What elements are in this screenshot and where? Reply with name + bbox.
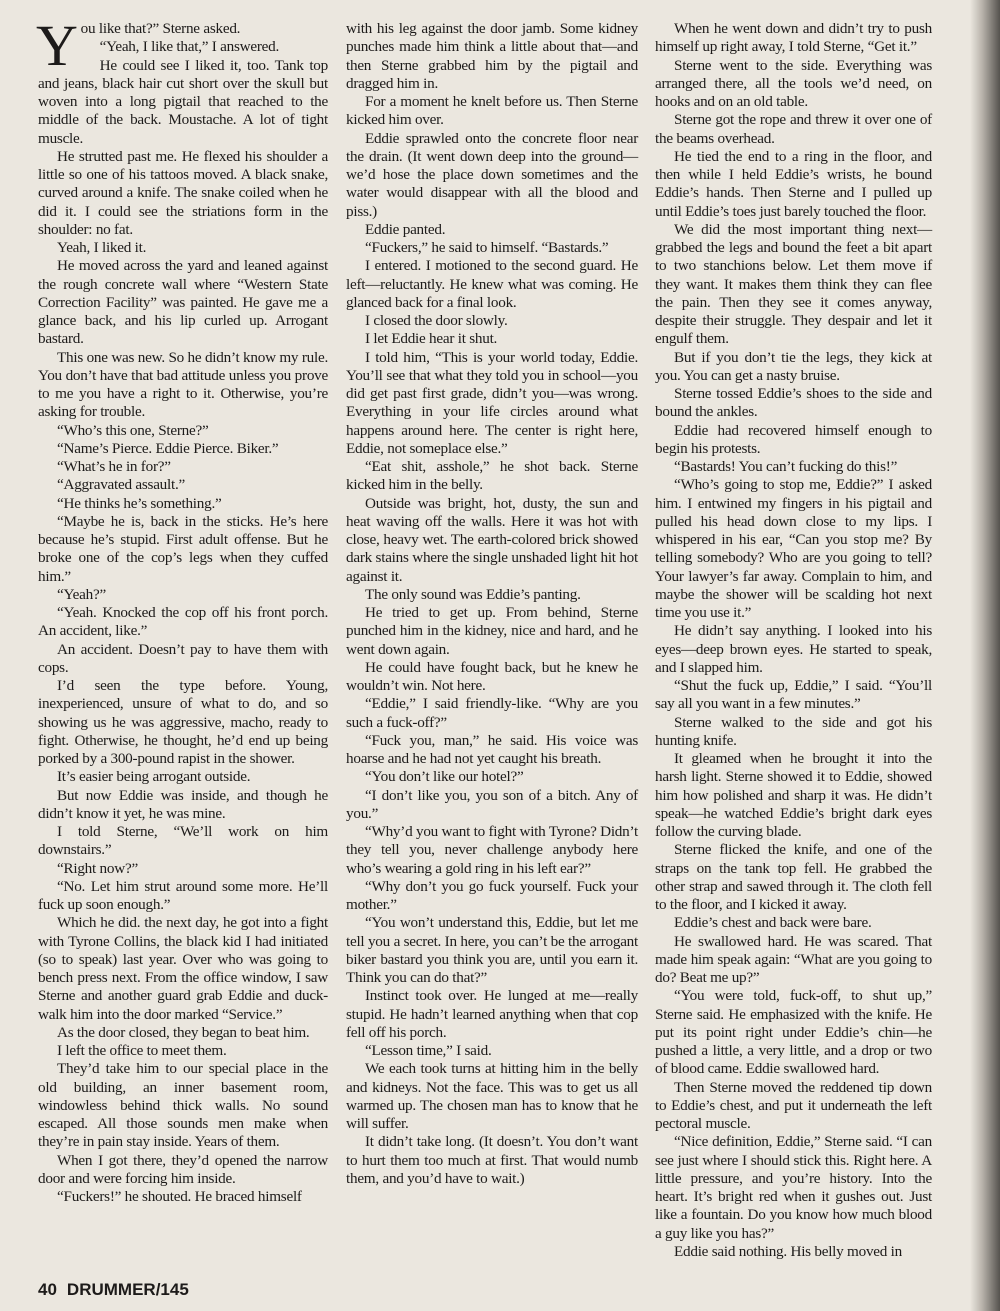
paragraph: Outside was bright, hot, dusty, the sun and heat waving off the walls. Here it was hot with close, heavy wet. The earth-colored brick showed dark stains where the single unshaded light hit hot against it. xyxy=(346,494,638,585)
paragraph: Sterne got the rope and threw it over one of the beams overhead. xyxy=(655,111,932,147)
paragraph: “Fuck you, man,” he said. His voice was hoarse and he had not yet caught his breath. xyxy=(346,731,638,767)
paragraph: “Name’s Pierce. Eddie Pierce. Biker.” xyxy=(57,439,279,457)
paragraph: “You don’t like our hotel?” xyxy=(365,768,524,786)
paragraph: Instinct took over. He lunged at me—really stupid. He hadn’t learned anything when that cop fell off his porch. xyxy=(346,987,638,1041)
paragraph: He moved across the yard and leaned against the rough concrete wall where “Western State Correction Facility” was painted. He gave me a glance back, and his lip curled up. Arrogant bastard. xyxy=(38,257,328,348)
paragraph: “Yeah. Knocked the cop off his front porch. An accident, like.” xyxy=(38,604,328,640)
paragraph: “Fuckers,” he said to himself. “Bastards.” xyxy=(365,239,609,256)
paragraph: I closed the door slowly. xyxy=(365,312,508,329)
paragraph: He could have fought back, but he knew he wouldn’t win. Not here. xyxy=(346,658,638,694)
paragraph: I’d seen the type before. Young, inexperienced, unsure of what to do, and so showing us he was aggressive, macho, ready to fight. Otherwise, he thought, he’d end up being porked by a 300-pound rapist in the shower. xyxy=(38,677,328,767)
paragraph: I told him, “This is your world today, Eddie. You’ll see that what they told you in school—you did get past first grade, didn’t you—was wrong. Everything in your life circles around what happens around here. The center is right here, Eddie, not someplace else.” xyxy=(346,348,638,457)
paragraph: “I don’t like you, you son of a bitch. Any of you.” xyxy=(346,786,638,822)
paragraph: “Yeah, I like that,” I answered. xyxy=(99,38,280,56)
paragraph: “Fuckers!” he shouted. He braced himself xyxy=(57,1188,302,1205)
paragraph: “Lesson time,” I said. xyxy=(365,1042,492,1059)
paragraph: “Eddie,” I said friendly-like. “Why are you such a fuck-off?” xyxy=(346,695,638,731)
paragraph: “You won’t understand this, Eddie, but let me tell you a secret. In here, you can’t be the arrogant biker bastard you think you are, until you earn it. Think you can do that?” xyxy=(346,914,638,986)
paragraph: Eddie sprawled onto the concrete floor near the drain. (It went down deep into the ground—we’d hose the place down sometimes and the water would disappear with all the blood and piss.) xyxy=(346,129,638,220)
paragraph: “Nice definition, Eddie,” Sterne said. “I can see just where I should stick this. Right here. A little pressure, and you’re history. Into the heart. It’s bright red when it gushes out. Just like a fountain. Do you know how much blood a guy like you has?” xyxy=(655,1133,932,1242)
paragraph: We did the most important thing next—grabbed the legs and bound the feet a bit apart to two stanchions below. Let them move if they want. It makes them think they can flee the pain. Then they see it comes anyway, despite their struggle. They despair and let it engulf them. xyxy=(655,220,932,348)
article-column-2 xyxy=(346,20,638,1188)
paragraph: I told Sterne, “We’ll work on him downstairs.” xyxy=(38,823,328,859)
paragraph: But if you don’t tie the legs, they kick at you. You can get a nasty bruise. xyxy=(655,348,932,384)
article-column-1 xyxy=(36,13,328,1206)
paragraph: “Bastards! You can’t fucking do this!” xyxy=(674,458,898,475)
paragraph: But now Eddie was inside, and though he didn’t know it yet, he was mine. xyxy=(38,786,328,822)
paragraph: Sterne tossed Eddie’s shoes to the side and bound the ankles. xyxy=(655,385,932,421)
paragraph: He could see I liked it, too. Tank top and jeans, black hair cut short over the skull but woven into a long pigtail that reached to the middle of the back. Moustache. A lot of tight muscle. xyxy=(38,56,328,147)
paragraph: When he went down and didn’t try to push himself up right away, I told Sterne, “Get it.” xyxy=(655,20,932,56)
paragraph: with his leg against the door jamb. Some kidney punches made him think a little about that—and then Sterne grabbed him by the pigtail and dragged him in. xyxy=(346,20,638,92)
paragraph: It didn’t take long. (It doesn’t. You don’t want to hurt them too much at first. That would numb them, and you’d have to wait.) xyxy=(346,1133,638,1187)
paragraph: He tried to get up. From behind, Sterne punched him in the kidney, nice and hard, and he went down again. xyxy=(346,604,638,658)
paragraph: An accident. Doesn’t pay to have them with cops. xyxy=(38,640,328,676)
paragraph: Yeah, I liked it. xyxy=(57,239,147,256)
paragraph: I left the office to meet them. xyxy=(57,1042,227,1059)
paragraph: When I got there, they’d opened the narrow door and were forcing him inside. xyxy=(38,1151,328,1187)
paragraph: Eddie had recovered himself enough to begin his protests. xyxy=(655,421,932,457)
paragraph: ou like that?” Sterne asked. xyxy=(80,20,241,37)
paragraph: “No. Let him strut around some more. He’ll fuck up soon enough.” xyxy=(38,877,328,913)
paragraph: “What’s he in for?” xyxy=(57,458,171,475)
paragraph: As the door closed, they began to beat him. xyxy=(57,1023,310,1041)
paragraph: He swallowed hard. He was scared. That made him speak again: “What are you going to do? Beat me up?” xyxy=(655,932,932,986)
paragraph: He didn’t say anything. I looked into his eyes—deep brown eyes. He started to speak, and I slapped him. xyxy=(655,622,932,676)
publication-issue: DRUMMER/145 xyxy=(66,1280,189,1299)
paragraph: The only sound was Eddie’s panting. xyxy=(365,585,581,603)
paragraph: “Who’s going to stop me, Eddie?” I asked him. I entwined my fingers in his pigtail and pulled his head down close to my lips. I whispered in his ear, “Can you stop me? By telling somebody? Who are you going to tell? Your lawyer’s far away. Complain to him, and maybe the shower will be scalding hot next time you use it.” xyxy=(655,476,932,621)
page-number: 40 xyxy=(38,1280,57,1299)
paragraph: Sterne went to the side. Everything was arranged there, all the tools we’d need, on hooks and on an old table. xyxy=(655,56,932,110)
paragraph: “He thinks he’s something.” xyxy=(57,494,222,512)
paragraph: They’d take him to our special place in the old building, an inner basement room, windowless behind thick walls. No sound escaped. All those sounds men make when they’re in pain stay inside. Years of them. xyxy=(38,1060,328,1151)
paragraph: “Why’d you want to fight with Tyrone? Didn’t they tell you, never challenge anybody here who’s wearing a gold ring in his left ear?” xyxy=(346,823,638,877)
paragraph: I entered. I motioned to the second guard. He left—reluctantly. He knew what was coming. He glanced back for a final look. xyxy=(346,257,638,311)
paragraph: “Shut the fuck up, Eddie,” I said. “You’ll say all you want in a few minutes.” xyxy=(655,677,932,713)
paragraph: “You were told, fuck-off, to shut up,” Sterne said. He emphasized with the knife. He put its point right under Eddie’s chin—he pushed a little, a very little, and a drop or two of blood came. Eddie swallowed hard. xyxy=(655,987,932,1078)
paragraph: “Why don’t you go fuck yourself. Fuck your mother.” xyxy=(346,877,638,913)
paragraph: This one was new. So he didn’t know my rule. You don’t have that bad attitude unless you prove to me you have a right to it. Otherwise, you’re asking for trouble. xyxy=(38,348,328,421)
paragraph: We each took turns at hitting him in the belly and kidneys. Not the face. This was to get us all warmed up. The chosen man has to know that he will suffer. xyxy=(346,1060,638,1132)
paragraph: Eddie panted. xyxy=(365,220,446,238)
paragraph: I let Eddie hear it shut. xyxy=(365,330,498,348)
paragraph: “Right now?” xyxy=(57,859,138,877)
article-column-3 xyxy=(655,20,932,1261)
paragraph: “Yeah?” xyxy=(57,585,106,603)
page-binding-shadow xyxy=(970,0,1000,1311)
paragraph: “Maybe he is, back in the sticks. He’s here because he’s stupid. First adult offense. But he broke one of the cop’s legs when they cuffed him.” xyxy=(38,512,328,585)
paragraph: Eddie said nothing. His belly moved in xyxy=(674,1242,902,1260)
paragraph: For a moment he knelt before us. Then Sterne kicked him over. xyxy=(346,93,638,129)
paragraph: Then Sterne moved the reddened tip down to Eddie’s chest, and put it underneath the left pectoral muscle. xyxy=(655,1078,932,1132)
paragraph: He strutted past me. He flexed his shoulder a little so one of his tattoos moved. A black snake, curved around a knife. The snake coiled when he did it. I could see the striations form in the shoulder: no fat. xyxy=(38,147,328,238)
paragraph: Sterne flicked the knife, and one of the straps on the tank top fell. He grabbed the other strap and sawed through it. The cloth fell to the floor, and I kicked it away. xyxy=(655,841,932,913)
paragraph: “Eat shit, asshole,” he shot back. Sterne kicked him in the belly. xyxy=(346,458,638,494)
paragraph: “Who’s this one, Sterne?” xyxy=(57,421,209,439)
drop-cap: Y xyxy=(36,13,78,78)
paragraph: Eddie’s chest and back were bare. xyxy=(674,914,872,932)
page-footer xyxy=(38,1280,199,1300)
paragraph: It’s easier being arrogant outside. xyxy=(57,768,251,786)
paragraph: Which he did. the next day, he got into a fight with Tyrone Collins, the black kid I had initiated (so to speak) last year. Over who was going to bench press next. From the office window, I saw Sterne and another guard grab Eddie and duck-walk him into the door marked “Service.” xyxy=(38,914,328,1023)
paragraph: He tied the end to a ring in the floor, and then while I held Eddie’s wrists, he bound Eddie’s hands. Then Sterne and I pulled up until Eddie’s toes just barely touched the floor. xyxy=(655,147,932,220)
paragraph: “Aggravated assault.” xyxy=(57,476,186,494)
paragraph: Sterne walked to the side and got his hunting knife. xyxy=(655,713,932,749)
paragraph: It gleamed when he brought it into the harsh light. Sterne showed it to Eddie, showed him how polished and sharp it was. He didn’t speak—he watched Eddie’s bright dark eyes follow the curving blade. xyxy=(655,750,932,840)
